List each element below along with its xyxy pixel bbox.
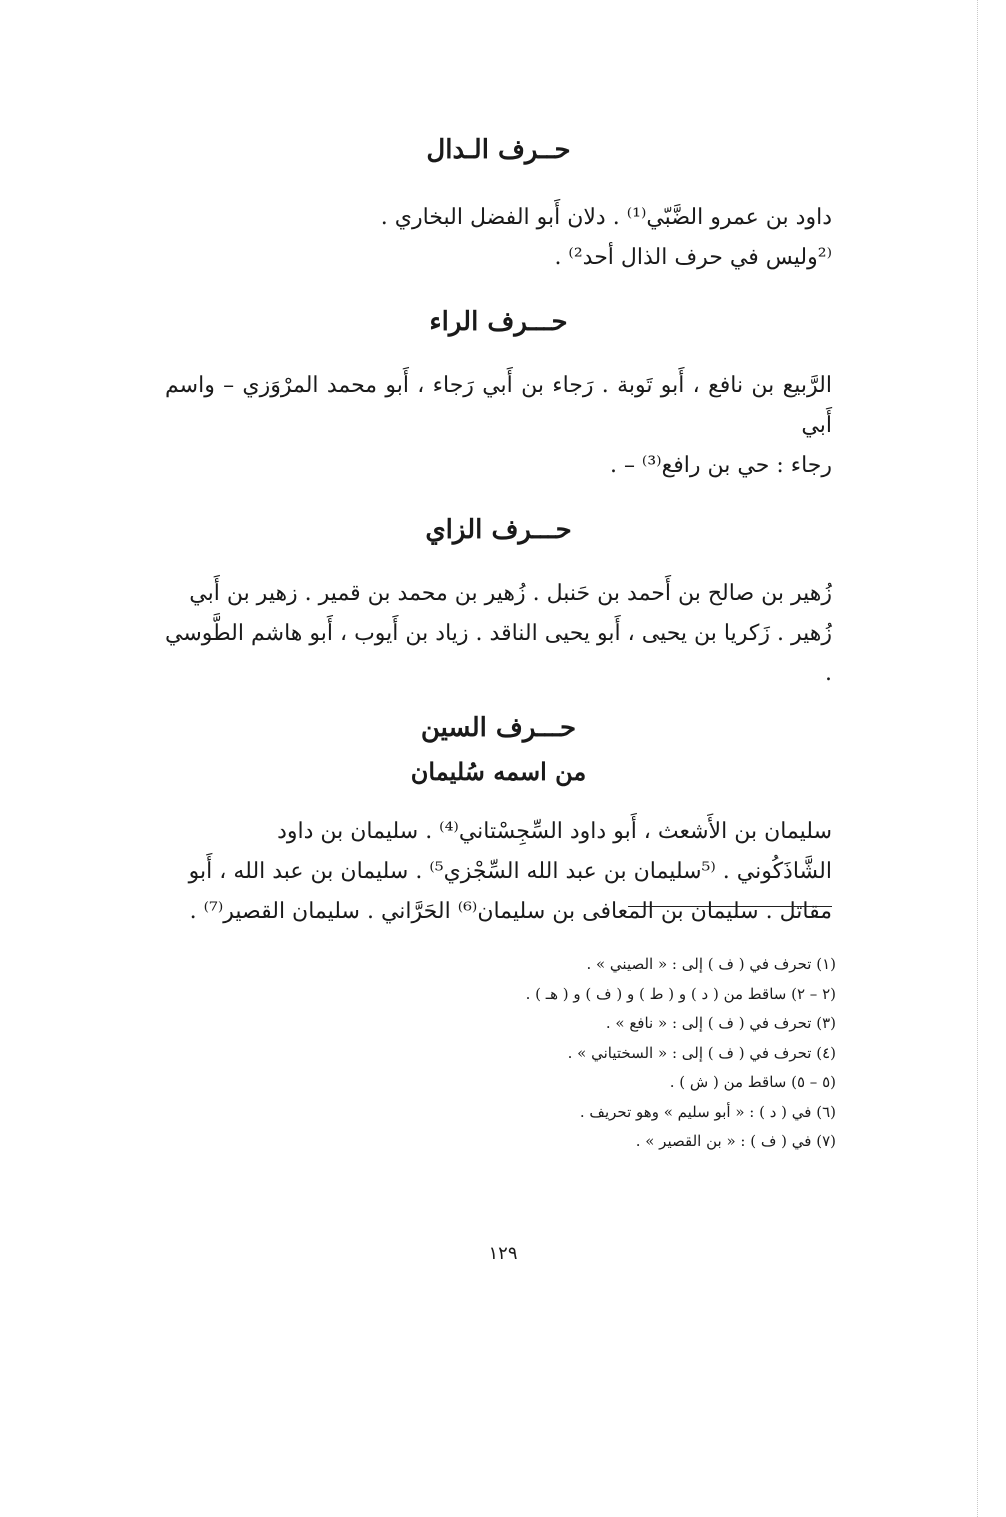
section-heading-ra: حـــرف الراء [429,307,568,337]
text-line: رجاء : حي بن رافع⁽³⁾ – . [609,453,832,478]
section-subheading-sulayman: من اسمه سُليمان [410,757,587,786]
section-paragraph-ra [165,366,832,486]
footnote-item: (٣) تحرف في ( ف ) إلى : « نافع » . [605,1014,836,1032]
text-line: زُهير بن صالح بن أَحمد بن حَنبل . زُهير بن محمد بن قمير . زهير بن أَبي [189,581,832,606]
section-heading-sin: حـــرف السين [420,713,577,743]
text-line: الشَّاذَكُوني . ⁽⁵سليمان بن عبد الله السِّجْزي⁵⁾ . سليمان بن عبد الله ، أَبو [188,859,832,884]
page-edge-line [977,0,978,1517]
footnote-item: (٧) في ( ف ) : « بن القصير » . [635,1132,836,1150]
text-line: سليمان بن الأَشعث ، أَبو داود السِّجِسْتاني⁽⁴⁾ . سليمان بن داود [277,819,832,844]
text-line: مقاتل . سليمان بن المعافى بن سليمان⁽⁶⁾ الحَرَّاني . سليمان القصير⁽⁷⁾ . [189,899,832,924]
footnote-item: (٤) تحرف في ( ف ) إلى : « السختياني » . [567,1043,836,1062]
footnote-item: (١) تحرف في ( ف ) إلى : « الصيني » . [586,955,836,973]
page-number: ١٢٩ [488,1243,518,1264]
footnote-divider [628,906,832,907]
section-heading-zay: حـــرف الزاي [425,515,572,545]
section-paragraph-dal [165,198,832,278]
footnote-item: (٦) في ( د ) : « أبو سليم » وهو تحريف . [579,1102,836,1121]
footnote-item: (٢ – ٢) ساقط من ( د ) و ( ط ) و ( ف ) و ( هـ ) . [525,984,836,1003]
section-paragraph-zay [165,574,832,694]
text-line: داود بن عمرو الضَّبّي⁽¹⁾ . دلان أَبو الفضل البخاري . [380,205,832,230]
section-heading-dal: حــرف الـدال [426,135,571,165]
section-paragraph-sin [165,812,832,932]
text-line: زُهير . زَكريا بن يحيى ، أَبو يحيى الناقد . زياد بن أَيوب ، أَبو هاشم الطَّوسي . [165,621,832,686]
footnotes-list [316,950,836,1157]
page-body [165,130,832,932]
footnote-item: (٥ – ٥) ساقط من ( ش ) . [669,1073,836,1091]
text-line: الرَّبيع بن نافع ، أَبو تَوبة . رَجاء بن أَبي رَجاء ، أَبو محمد المرْوَزي – واسم أَبي [165,373,832,438]
text-line: ⁽²وليس في حرف الذال أحد²⁾ . [554,245,832,270]
